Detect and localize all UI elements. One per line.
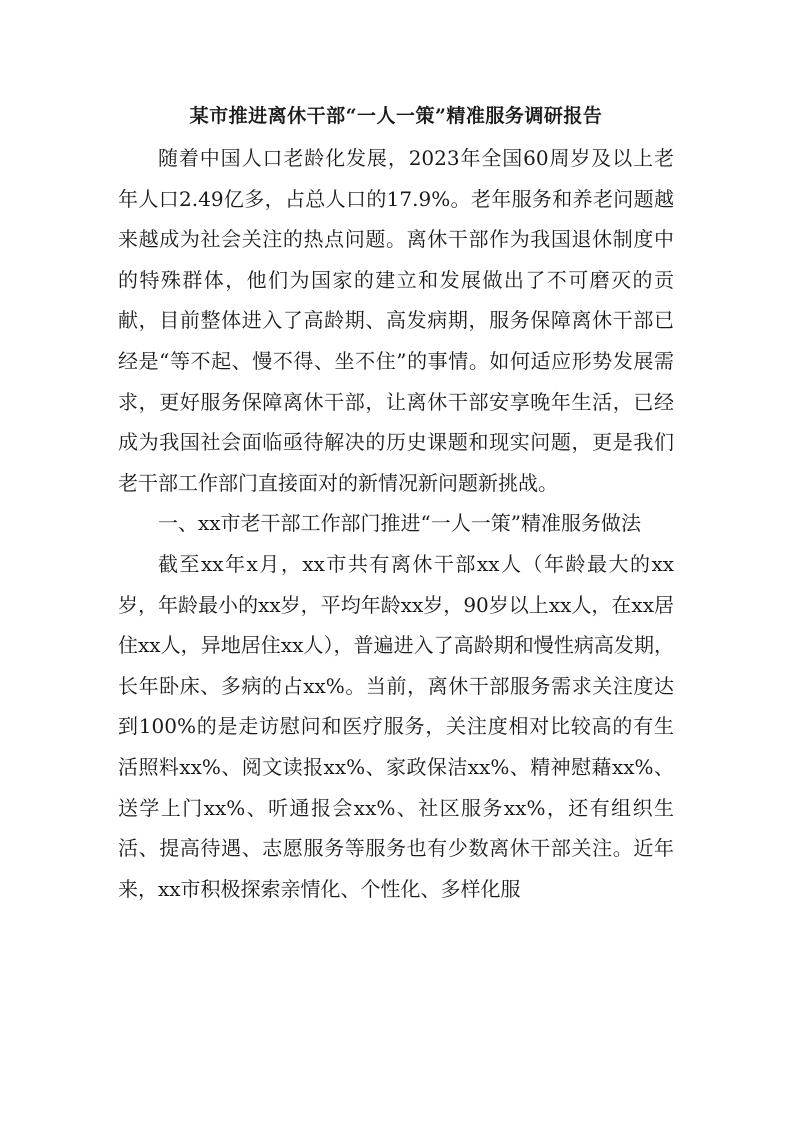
paragraph-section-1: 截至xx年x月，xx市共有离休干部xx人（年龄最大的xx岁，年龄最小的xx岁，平均年龄xx岁，90岁以上xx人，在xx居住xx人，异地居住xx人），普遍进入了高龄期和慢性病高发期，长年卧床、多病的占xx%。当前，离休干部服务需求关注度达到100%的是走访慰问和医疗服务，关注度相对比较高的有生活照料xx%、阅文读报xx%、家政保洁xx%、精神慰藉xx%、送学上门xx%、听通报会xx%、社区服务xx%，还有组织生活、提高待遇、志愿服务等服务也有少数离休干部关注。近年来，xx市积极探索亲情化、个性化、多样化服 [118, 551, 674, 901]
document-title: 某市推进离休干部“一人一策”精准服务调研报告 [189, 105, 603, 127]
section-heading: 一、xx市老干部工作部门推进“一人一策”精准服务做法 [158, 511, 642, 536]
document-body [118, 138, 674, 909]
paragraph-intro: 随着中国人口老龄化发展，2023年全国60周岁及以上老年人口2.49亿多，占总人口的17.9%。老年服务和养老问题越来越成为社会关注的热点问题。离休干部作为我国退休制度中的特殊群体，他们为国家的建立和发展做出了不可磨灭的贡献，目前整体进入了高龄期、高发病期，服务保障离休干部已经是“等不起、慢不得、坐不住”的事情。如何适应形势发展需求，更好服务保障离休干部，让离休干部安享晚年生活，已经成为我国社会面临亟待解决的历史课题和现实问题，更是我们老干部工作部门直接面对的新情况新问题新挑战。 [118, 146, 674, 495]
